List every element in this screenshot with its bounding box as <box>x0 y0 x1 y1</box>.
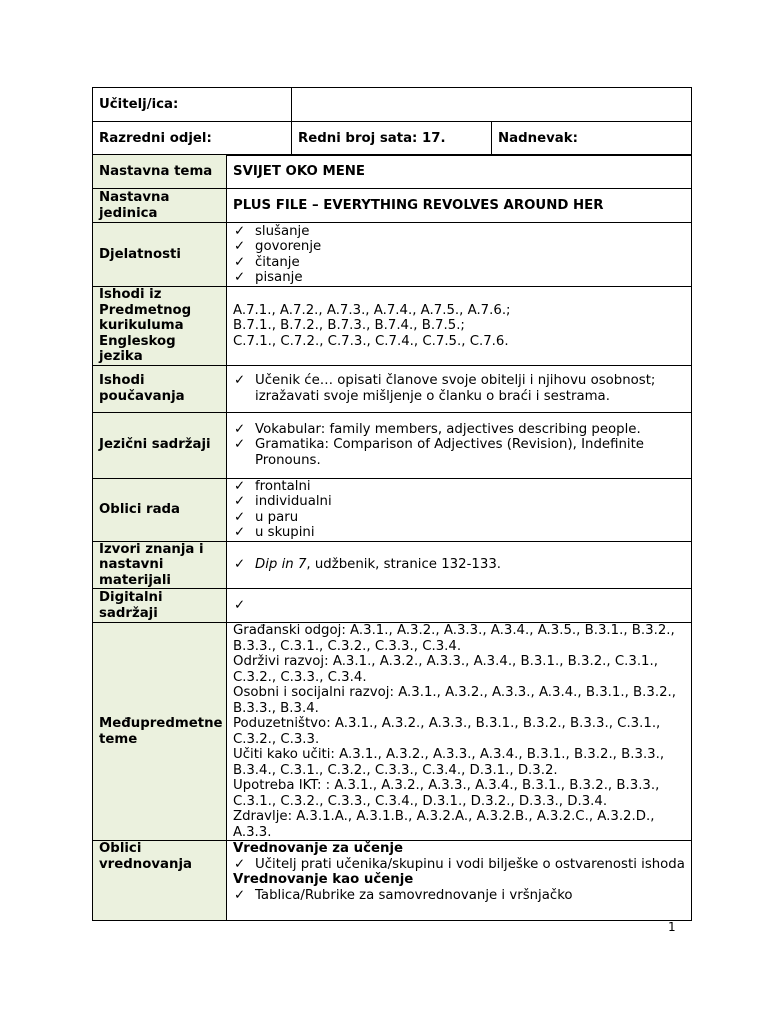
checkmark-icon: ✓ <box>234 254 246 270</box>
lesson-number: Redni broj sata: 17. <box>292 122 492 156</box>
checkmark-icon: ✓ <box>234 239 246 254</box>
unit-value: PLUS FILE – EVERYTHING REVOLVES AROUND HER <box>227 189 692 223</box>
list-item: ✓ frontalni <box>234 478 311 494</box>
table-row <box>93 155 692 189</box>
checkmark-icon: ✓ <box>234 887 246 903</box>
table-row <box>93 287 692 366</box>
work-forms-label: Oblici rada <box>93 478 227 541</box>
checkmark-icon: ✓ <box>234 437 246 453</box>
checkmark-icon: ✓ <box>234 525 246 540</box>
textbook-title: Dip in 7 <box>255 557 307 572</box>
list-item: ✓ Gramatika: Comparison of Adjectives (Revision), Indefinite Pronouns. <box>234 437 644 468</box>
list-item: ✓ Učitelj prati učenika/skupinu i vodi bilješke o ostvarenosti ishoda <box>234 856 685 872</box>
list-item: ✓ u paru <box>234 509 299 525</box>
table-row <box>93 589 692 623</box>
table-row <box>93 841 692 921</box>
list-item: ✓ čitanje <box>234 254 300 270</box>
list-item: ✓ Vokabular: family members, adjectives describing people. <box>234 421 641 437</box>
list-item <box>233 598 685 614</box>
cross-topic-line: Građanski odgoj: A.3.1., A.3.2., A.3.3., A.3.4., A.3.5., B.3.1., B.3.2., B.3.3., C.3.1., C.3.2., C.3.3., C.3.4. <box>233 623 675 654</box>
checkmark-icon: ✓ <box>234 270 246 285</box>
list-item: ✓ pisanje <box>234 270 303 285</box>
language-list <box>233 422 685 469</box>
evaluation-list <box>233 857 685 873</box>
checkmark-icon: ✓ <box>234 856 246 872</box>
table-row <box>93 478 692 541</box>
evaluation-heading: Vrednovanje za učenje <box>233 841 404 856</box>
table-row <box>93 365 692 412</box>
table-row <box>93 189 692 223</box>
theme-value: SVIJET OKO MENE <box>227 155 692 189</box>
checkmark-icon: ✓ <box>234 557 246 572</box>
outcomes-label: Ishodi iz Predmetnog kurikuluma Engleskog jezika <box>93 287 227 366</box>
cross-curricular-label: Međupredmetne teme <box>93 623 227 841</box>
digital-label: Digitalni sadržaji <box>93 589 227 623</box>
table-row <box>93 541 692 589</box>
evaluation-list <box>233 888 685 904</box>
checkmark-icon: ✓ <box>234 223 246 239</box>
teacher-value <box>292 88 692 122</box>
table-row <box>93 223 692 287</box>
cross-topic-line: Poduzetništvo: A.3.1., A.3.2., A.3.3., B.3.1., B.3.2., B.3.3., C.3.1., C.3.2., C.3.3. <box>233 716 661 747</box>
language-label: Jezični sadržaji <box>93 412 227 478</box>
teaching-outcomes-label: Ishodi poučavanja <box>93 365 227 412</box>
cross-topic-line: Održivi razvoj: A.3.1., A.3.2., A.3.3., A.3.4., B.3.1., B.3.2., C.3.1., C.3.2., C.3.3., C.3.4. <box>233 654 658 685</box>
evaluation-label: Oblici vrednovanja <box>93 841 227 921</box>
unit-label: Nastavna jedinica <box>93 189 227 223</box>
list-item: ✓ Učenik će… opisati članove svoje obitelji i njihovu osobnost; izražavati svoje mišljenje o članku o braći i sestrama. <box>234 373 656 404</box>
cross-topic-line: Upotreba IKT: : A.3.1., A.3.2., A.3.3., A.3.4., B.3.1., B.3.2., B.3.3., C.3.1., C.3.2., C.3.3., C.3.4., D.3.1., D.3.2., D.3.3., D.3.4. <box>233 778 660 809</box>
cross-topic-line: Zdravlje: A.3.1.A., A.3.1.B., A.3.2.A., A.3.2.B., A.3.2.C., A.3.2.D., A.3.3. <box>233 809 655 840</box>
list-item: ✓ Dip in 7, udžbenik, stranice 132-133. <box>234 557 501 572</box>
header-table <box>92 87 692 156</box>
outcome-line: A.7.1., A.7.2., A.7.3., A.7.4., A.7.5., A.7.6.; <box>233 302 511 318</box>
checkmark-icon: ✓ <box>234 421 246 437</box>
evaluation-heading: Vrednovanje kao učenje <box>233 872 414 887</box>
outcome-line: B.7.1., B.7.2., B.7.3., B.7.4., B.7.5.; <box>233 318 465 333</box>
teaching-outcomes-list <box>233 373 685 404</box>
list-item: ✓ individualni <box>234 494 332 509</box>
date-label: Nadnevak: <box>492 122 692 156</box>
theme-label: Nastavna tema <box>93 155 227 189</box>
cross-topic-line: Učiti kako učiti: A.3.1., A.3.2., A.3.3., A.3.4., B.3.1., B.3.2., B.3.3., B.3.4., C.3.1., C.3.2., C.3.3., C.3.4., D.3.1., D.3.2. <box>233 747 665 778</box>
digital-list <box>233 598 685 614</box>
checkmark-icon: ✓ <box>234 597 246 613</box>
activities-list <box>233 224 685 286</box>
sources-list <box>233 557 685 573</box>
list-item: ✓ Tablica/Rubrike za samovrednovanje i vršnjačko <box>234 887 573 903</box>
list-item: ✓ u skupini <box>234 525 315 540</box>
teacher-label: Učitelj/ica: <box>93 88 292 122</box>
activities-label: Djelatnosti <box>93 223 227 287</box>
page-number: 1 <box>668 920 676 934</box>
cross-topic-line: Osobni i socijalni razvoj: A.3.1., A.3.2., A.3.3., A.3.4., B.3.1., B.3.2., B.3.3., B.3.4. <box>233 685 676 716</box>
table-row <box>93 412 692 478</box>
outcome-line: C.7.1., C.7.2., C.7.3., C.7.4., C.7.5., C.7.6. <box>233 333 509 349</box>
checkmark-icon: ✓ <box>234 494 246 509</box>
checkmark-icon: ✓ <box>234 509 246 525</box>
checkmark-icon: ✓ <box>234 478 246 494</box>
list-item: ✓ govorenje <box>234 239 322 254</box>
class-label: Razredni odjel: <box>93 122 292 156</box>
lesson-plan-table <box>92 154 692 921</box>
sources-label: Izvori znanja i nastavni materijali <box>93 541 227 589</box>
table-row <box>93 623 692 841</box>
work-forms-list <box>233 479 685 541</box>
list-item: ✓ slušanje <box>234 223 310 239</box>
checkmark-icon: ✓ <box>234 373 246 388</box>
